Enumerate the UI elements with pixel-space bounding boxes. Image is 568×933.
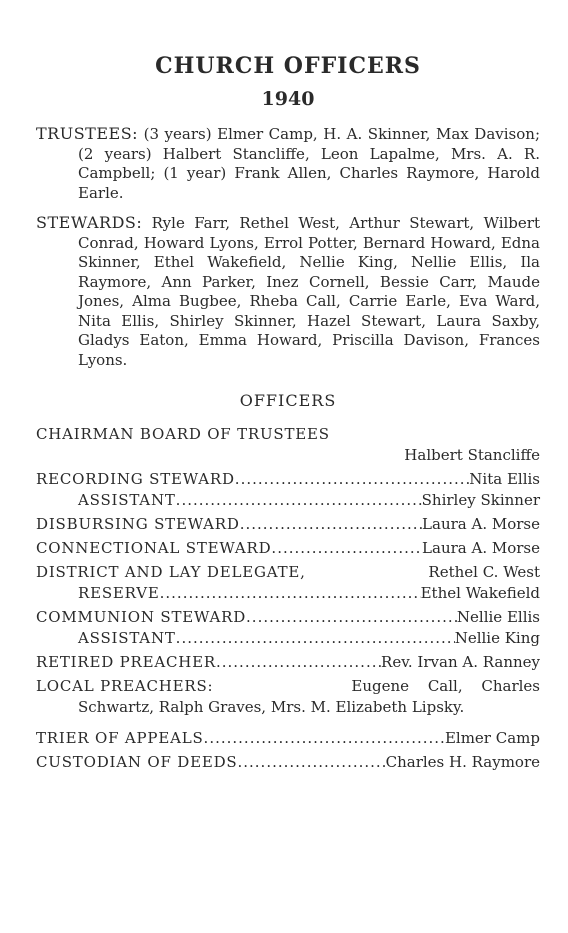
trustees-text: (3 years) Elmer Camp, H. A. Skinner, Max Davison; (2 years) Halbert Stancliffe, Leon Lapalme, Mrs. A. R. Campbell; (1 year) Frank Allen, Charles Raymore, Harold Earle. <box>78 125 540 202</box>
chairman-name: Halbert Stancliffe <box>404 446 540 464</box>
office-label: ASSISTANT <box>78 629 176 647</box>
office-row-communion-steward <box>36 607 540 628</box>
office-name: Laura A. Morse <box>422 539 540 557</box>
stewards-text: Ryle Farr, Rethel West, Arthur Stewart, Wilbert Conrad, Howard Lyons, Errol Potter, Bernard Howard, Edna Skinner, Ethel Wakefield, Nellie King, Nellie Ellis, Ila Raymore, Ann Parker, Inez Cornell, Bessie Carr, Maude Jones, Alma Bugbee, Rheba Call, Carrie Earle, Eva Ward, Nita Ellis, Shirley Skinner, Hazel Stewart, Laura Saxby, Gladys Eaton, Emma Howard, Priscilla Davison, Frances Lyons. <box>78 214 540 369</box>
office-name: Elmer Camp <box>444 729 540 747</box>
office-row-connectional-steward <box>36 538 540 559</box>
page-year: 1940 <box>261 88 315 110</box>
stewards-heading: STEWARDS: <box>36 213 143 232</box>
leader-dots <box>237 752 385 773</box>
page-title: CHURCH OFFICERS <box>155 53 421 79</box>
chairman-label: CHAIRMAN BOARD OF TRUSTEES <box>36 425 330 443</box>
leader-dots <box>216 652 381 673</box>
office-name: Charles H. Raymore <box>385 753 540 771</box>
local-preachers-first: Eugene Call, Charles <box>351 677 540 695</box>
spacer <box>36 717 540 725</box>
office-name: Rethel C. West <box>428 563 540 581</box>
leader-dots <box>240 514 422 535</box>
leader-dots <box>246 607 457 628</box>
office-row-disbursing-steward <box>36 514 540 535</box>
office-label: CONNECTIONAL STEWARD <box>36 539 272 557</box>
leader-dots <box>160 583 421 604</box>
office-name: Nellie Ellis <box>456 608 540 626</box>
trustees-heading: TRUSTEES: <box>36 124 139 143</box>
office-name: Ethel Wakefield <box>420 584 540 602</box>
office-name: Laura A. Morse <box>422 515 540 533</box>
office-row-reserve <box>36 583 540 604</box>
office-name: Nellie King <box>454 629 540 647</box>
office-label: LOCAL PREACHERS: <box>36 677 214 695</box>
leader-dots <box>271 538 422 559</box>
office-row-communion-assistant <box>36 628 540 649</box>
office-row-recording-assistant <box>36 490 540 511</box>
officers-heading: OFFICERS <box>239 391 337 410</box>
office-name: Nita Ellis <box>469 470 540 488</box>
office-label: RECORDING STEWARD <box>36 470 235 488</box>
leader-dots <box>176 628 455 649</box>
office-row-retired-preacher <box>36 652 540 673</box>
stewards-paragraph <box>36 213 540 370</box>
document-page <box>36 52 540 773</box>
office-row-trier-of-appeals <box>36 728 540 749</box>
office-row-local-preachers <box>36 676 540 697</box>
office-row-custodian-of-deeds <box>36 752 540 773</box>
office-name: Shirley Skinner <box>421 491 540 509</box>
office-label: TRIER OF APPEALS <box>36 729 204 747</box>
office-name: Rev. Irvan A. Ranney <box>381 653 540 671</box>
leader-dots <box>235 469 470 490</box>
office-label: CUSTODIAN OF DEEDS <box>36 753 238 771</box>
office-label: RESERVE <box>78 584 160 602</box>
office-label: DISBURSING STEWARD <box>36 515 240 533</box>
office-label: COMMUNION STEWARD <box>36 608 247 626</box>
office-row-district-delegate <box>36 562 540 583</box>
leader-dots <box>176 490 422 511</box>
leader-dots <box>204 728 445 749</box>
office-row-recording-steward <box>36 469 540 490</box>
office-label: DISTRICT AND LAY DELEGATE, <box>36 563 306 581</box>
trustees-paragraph <box>36 124 540 203</box>
office-label: ASSISTANT <box>78 491 176 509</box>
local-preachers-rest: Schwartz, Ralph Graves, Mrs. M. Elizabeth Lipsky. <box>78 698 465 716</box>
office-label: RETIRED PREACHER <box>36 653 216 671</box>
